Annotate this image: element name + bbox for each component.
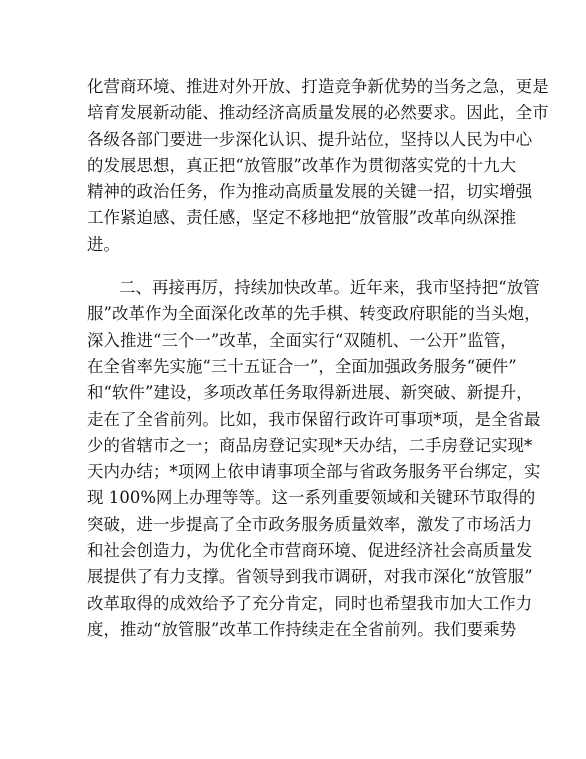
text-line: 的发展思想，真正把“放管服”改革作为贯彻落实党的十九大 <box>87 155 517 175</box>
text-line: 培育发展新动能、推动经济高质量发展的必然要求。因此，全市 <box>87 103 549 123</box>
text-line: 少的省辖市之一；商品房登记实现*天办结，二手房登记实现* <box>87 435 533 455</box>
document-body <box>87 74 549 643</box>
section-heading-line: 二、再接再厉，持续加快改革。近年来，我市坚持把“放管 <box>119 278 540 298</box>
text-line: 改革取得的成效给予了充分肯定，同时也希望我市加大工作力 <box>87 593 533 613</box>
text-line: 突破，进一步提高了全市政务服务质量效率，激发了市场活力 <box>87 514 533 534</box>
text-line: 各级各部门要进一步深化认识、提升站位，坚持以人民为中心 <box>87 129 533 149</box>
text-line: 展提供了有力支撑。省领导到我市调研，对我市深化“放管服” <box>87 567 533 587</box>
text-line: 服”改革作为全面深化改革的先手棋、转变政府职能的当头炮， <box>87 304 541 324</box>
paragraph-1 <box>87 74 549 258</box>
paragraph-2 <box>87 275 541 643</box>
text-line: 化营商环境、推进对外开放、打造竞争新优势的当务之急，更是 <box>87 77 549 96</box>
text-line: 和社会创造力，为优化全市营商环境、促进经济社会高质量发 <box>87 541 533 561</box>
text-line: 深入推进“三个一”改革，全面实行“双随机、一公开”监管， <box>87 330 517 350</box>
text-line: 进。 <box>87 234 120 254</box>
text-line: 天内办结；*项网上依申请事项全部与省政务服务平台绑定，实 <box>87 462 541 482</box>
text-line: 现 100%网上办理等等。这一系列重要领域和关键环节取得的 <box>87 488 536 508</box>
text-line: 工作紧迫感、责任感，坚定不移地把“放管服”改革向纵深推 <box>87 208 517 228</box>
text-line: 在全省率先实施“三十五证合一”，全面加强政务服务“硬件” <box>87 356 517 376</box>
text-line: 和“软件”建设，多项改革任务取得新进展、新突破、新提升， <box>87 383 533 403</box>
paragraph-spacer <box>87 258 501 275</box>
text-line: 度，推动“放管服”改革工作持续走在全省前列。我们要乘势 <box>87 619 517 639</box>
text-line: 走在了全省前列。比如，我市保留行政许可事项*项，是全省最 <box>87 409 541 429</box>
text-line: 精神的政治任务，作为推动高质量发展的关键一招，切实增强 <box>87 182 533 202</box>
